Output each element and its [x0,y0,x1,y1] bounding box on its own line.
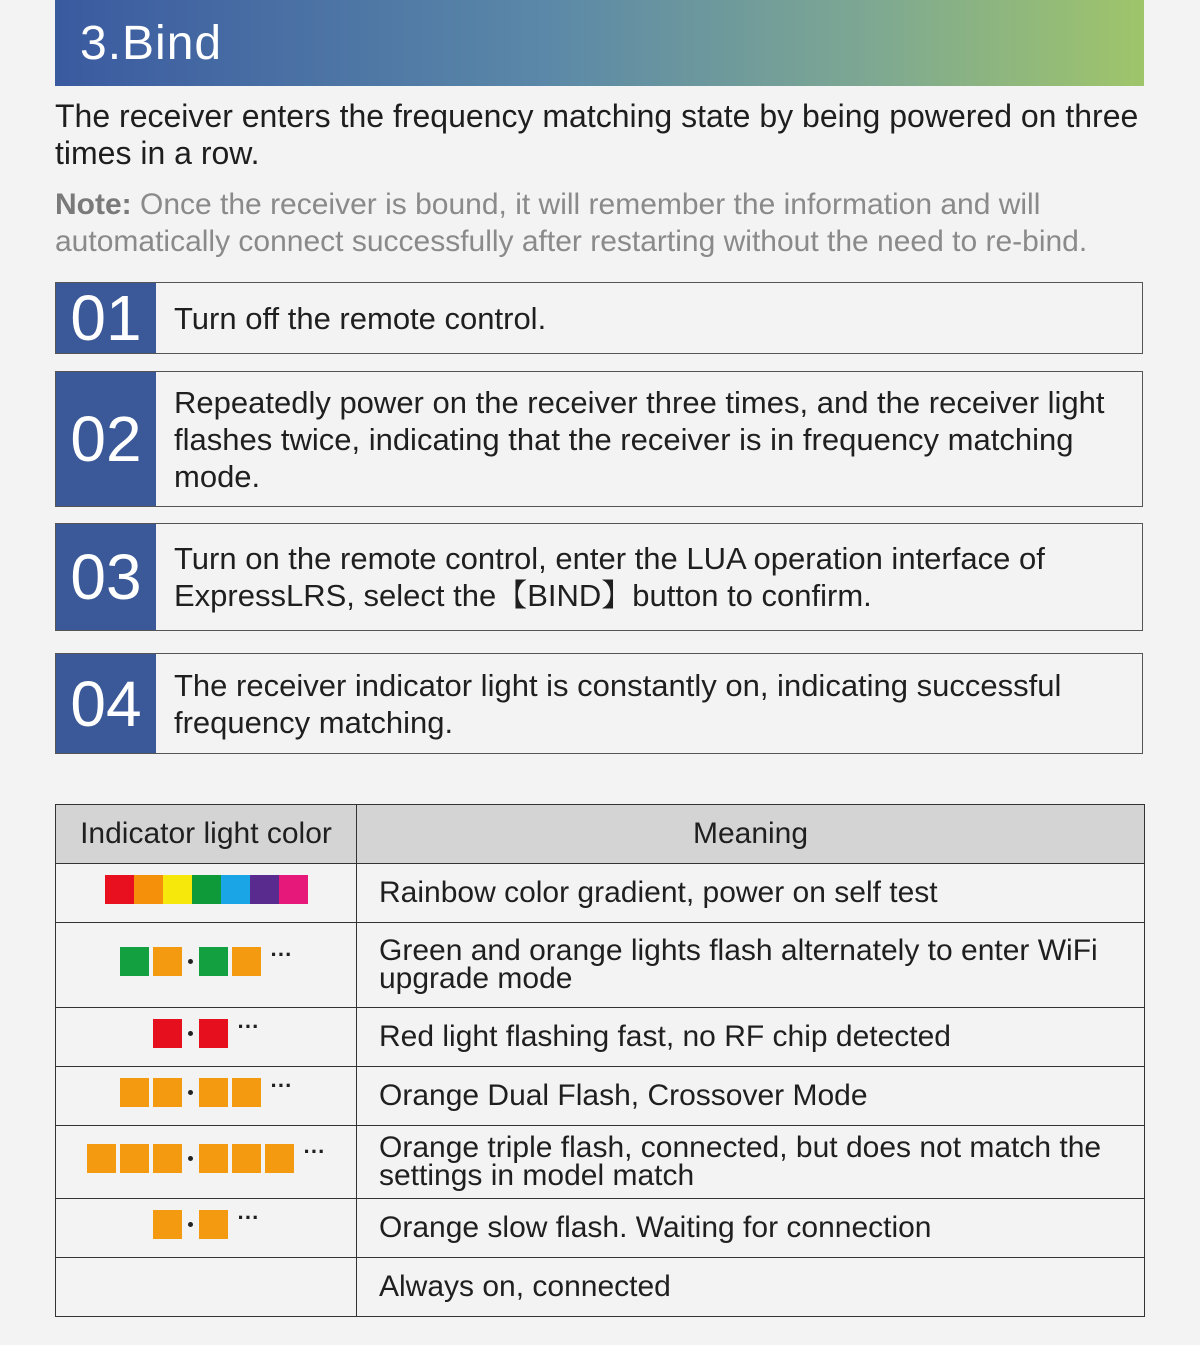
row-meaning: Red light flashing fast, no RF chip detected [357,1008,1145,1067]
light-square [134,875,163,904]
step-number: 03 [56,524,156,630]
table-row [56,923,1145,1008]
separator-dot [188,1222,193,1227]
light-square [232,1078,261,1107]
repeat-ellipsis: ··· [270,942,293,967]
light-square [163,875,192,904]
note-text: Once the receiver is bound, it will remember the information and will automatically connect successfully after restarting without the need to re-bind. [55,188,1088,258]
step-03 [55,523,1143,631]
light-pattern-orange-triple [56,1126,357,1199]
column-header-meaning: Meaning [357,805,1145,864]
light-sequence [120,1073,293,1107]
table-row [56,1199,1145,1258]
row-meaning: Orange triple flash, connected, but does not match the settings in model match [357,1126,1145,1199]
light-square [232,947,261,976]
light-pattern-orange-slow [56,1199,357,1258]
light-sequence [120,942,293,976]
indicator-table [55,804,1145,1317]
step-01 [55,282,1143,354]
light-square [120,947,149,976]
light-square [153,1144,182,1173]
repeat-ellipsis: ··· [303,1139,326,1164]
light-square [153,1078,182,1107]
step-text: Turn on the remote control, enter the LUA operation interface of ExpressLRS, select the【BIND】button to confirm. [174,541,1045,613]
light-square [87,1144,116,1173]
repeat-ellipsis: ··· [237,1014,260,1039]
section-title: 3.Bind [80,17,223,70]
table-row [56,1258,1145,1317]
table-row [56,1126,1145,1199]
light-pattern-rainbow [56,864,357,923]
step-number: 01 [56,283,156,353]
light-square [250,875,279,904]
section-header-bar [55,0,1144,86]
light-square [279,875,308,904]
row-meaning: Green and orange lights flash alternately to enter WiFi upgrade mode [357,923,1145,1008]
light-square [199,1144,228,1173]
note-label: Note: [55,188,132,221]
light-sequence [153,1205,260,1239]
light-sequence [153,1014,260,1048]
row-meaning: Orange Dual Flash, Crossover Mode [357,1067,1145,1126]
light-square [105,875,134,904]
light-square [199,1078,228,1107]
light-pattern-always-on [56,1258,357,1317]
light-square [153,1019,182,1048]
separator-dot [188,1031,193,1036]
light-square [192,875,221,904]
intro-text: The receiver enters the frequency matching state by being powered on three times in a row. [55,98,1139,171]
step-text: Turn off the remote control. [174,300,547,336]
separator-dot [188,1156,193,1161]
light-pattern-red-fast [56,1008,357,1067]
table-row [56,1067,1145,1126]
separator-dot [188,959,193,964]
light-square [199,1019,228,1048]
step-04 [55,653,1143,754]
light-square [120,1078,149,1107]
light-pattern-orange-dual [56,1067,357,1126]
separator-dot [188,1090,193,1095]
repeat-ellipsis: ··· [270,1073,293,1098]
light-square [153,1210,182,1239]
table-row [56,1008,1145,1067]
light-square [199,1210,228,1239]
step-number: 02 [56,372,156,506]
repeat-ellipsis: ··· [237,1205,260,1230]
step-text: Repeatedly power on the receiver three times, and the receiver light flashes twice, indicating that the receiver is in frequency matching mode. [174,384,1105,494]
table-header-row [56,805,1145,864]
light-square [232,1144,261,1173]
light-square [265,1144,294,1173]
step-02 [55,371,1143,507]
light-square [120,1144,149,1173]
rainbow-squares [105,875,308,904]
light-pattern-green-orange [56,923,357,1008]
column-header-indicator: Indicator light color [56,805,357,864]
light-sequence [87,1139,326,1173]
row-meaning: Always on, connected [357,1258,1145,1317]
step-number: 04 [56,654,156,753]
light-square [153,947,182,976]
row-meaning: Orange slow flash. Waiting for connection [357,1199,1145,1258]
light-square [199,947,228,976]
note-paragraph [55,186,1155,260]
step-text: The receiver indicator light is constantly on, indicating successful frequency matching. [174,667,1062,740]
table-row [56,864,1145,923]
light-square [221,875,250,904]
row-meaning: Rainbow color gradient, power on self test [357,864,1145,923]
